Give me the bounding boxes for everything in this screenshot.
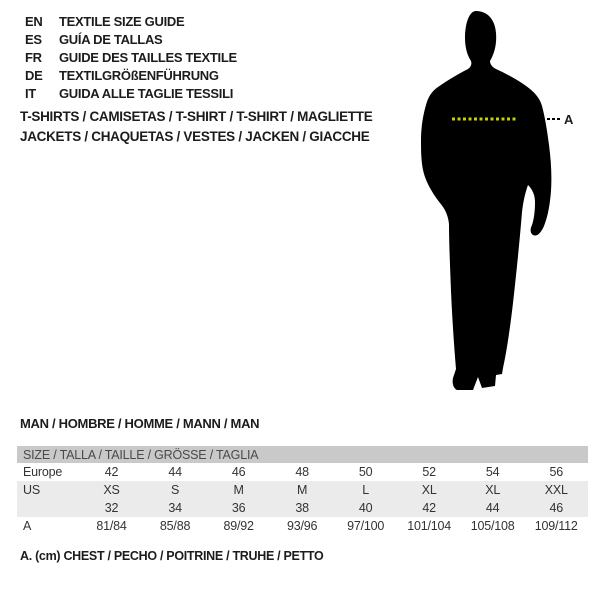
language-row-it [25, 85, 237, 103]
size-cell: 42 [397, 499, 461, 517]
size-cell: 46 [524, 499, 588, 517]
size-cell: M [207, 481, 271, 499]
size-cell: 44 [168, 465, 182, 479]
language-code: DE [25, 68, 43, 83]
size-cell: 32 [80, 499, 144, 517]
size-cell: 89/92 [223, 519, 254, 533]
size-cell: 42 [104, 465, 119, 479]
language-code: IT [25, 86, 36, 101]
category-line-jackets: JACKETS / CHAQUETAS / VESTES / JACKEN / GIACCHE [20, 129, 370, 144]
size-cell: 85/88 [159, 519, 191, 533]
language-label: TEXTILGRÖßENFÜHRUNG [59, 68, 219, 83]
row-label: Europe [23, 465, 63, 479]
language-code: EN [25, 14, 43, 29]
language-label: GUIDE DES TAILLES TEXTILE [59, 50, 237, 65]
size-cell: 44 [461, 499, 525, 517]
size-cell: XS [80, 481, 144, 499]
language-code: ES [25, 32, 42, 47]
language-list [25, 13, 237, 103]
table-row-chest-cm [17, 517, 588, 535]
size-cell: 54 [485, 465, 500, 479]
language-row-fr [25, 49, 237, 67]
size-cell: 97/100 [347, 519, 385, 533]
row-label: US [17, 481, 80, 499]
size-cell: 46 [231, 465, 246, 479]
size-cell: L [334, 481, 398, 499]
table-row-us-letters [17, 481, 588, 499]
language-row-en [25, 13, 237, 31]
size-cell: M [270, 481, 334, 499]
table-row-europe [17, 463, 588, 481]
size-cell: XL [461, 481, 525, 499]
row-label: A [23, 519, 32, 533]
size-cell: 101/104 [407, 519, 452, 533]
language-row-es [25, 31, 237, 49]
section-title-man: MAN / HOMBRE / HOMME / MANN / MAN [20, 416, 260, 431]
row-label [17, 499, 80, 517]
size-cell: XXL [524, 481, 588, 499]
size-cell: 52 [422, 465, 436, 479]
size-table-header: SIZE / TALLA / TAILLE / GRÖSSE / TAGLIA [17, 446, 588, 463]
man-silhouette-svg [395, 2, 600, 400]
language-label: GUÍA DE TALLAS [59, 32, 163, 47]
size-cell: 93/96 [286, 519, 318, 533]
language-row-de [25, 67, 237, 85]
size-cell: 34 [143, 499, 207, 517]
size-cell: 50 [358, 465, 373, 479]
size-cell: S [143, 481, 207, 499]
size-cell: 48 [295, 465, 309, 479]
language-code: FR [25, 50, 42, 65]
size-cell: XL [397, 481, 461, 499]
size-cell: 109/112 [534, 519, 578, 533]
size-cell: 36 [207, 499, 271, 517]
table-row-us-numbers [17, 499, 588, 517]
man-silhouette-shape [421, 11, 551, 390]
man-silhouette-figure [395, 2, 600, 400]
language-label: GUIDA ALLE TAGLIE TESSILI [59, 86, 234, 101]
chest-measure-label: A [564, 112, 574, 127]
measurement-footnote: A. (cm) CHEST / PECHO / POITRINE / TRUHE / PETTO [20, 549, 324, 563]
size-cell: 105/108 [470, 519, 515, 533]
size-table [17, 446, 588, 535]
language-label: TEXTILE SIZE GUIDE [59, 14, 185, 29]
category-block [20, 107, 372, 147]
size-cell: 38 [270, 499, 334, 517]
category-line-tshirts: T-SHIRTS / CAMISETAS / T-SHIRT / T-SHIRT / MAGLIETTE [20, 109, 373, 124]
size-table-header-row [17, 446, 588, 463]
size-cell: 40 [334, 499, 398, 517]
size-cell: 56 [549, 465, 563, 479]
size-cell: 81/84 [96, 519, 127, 533]
